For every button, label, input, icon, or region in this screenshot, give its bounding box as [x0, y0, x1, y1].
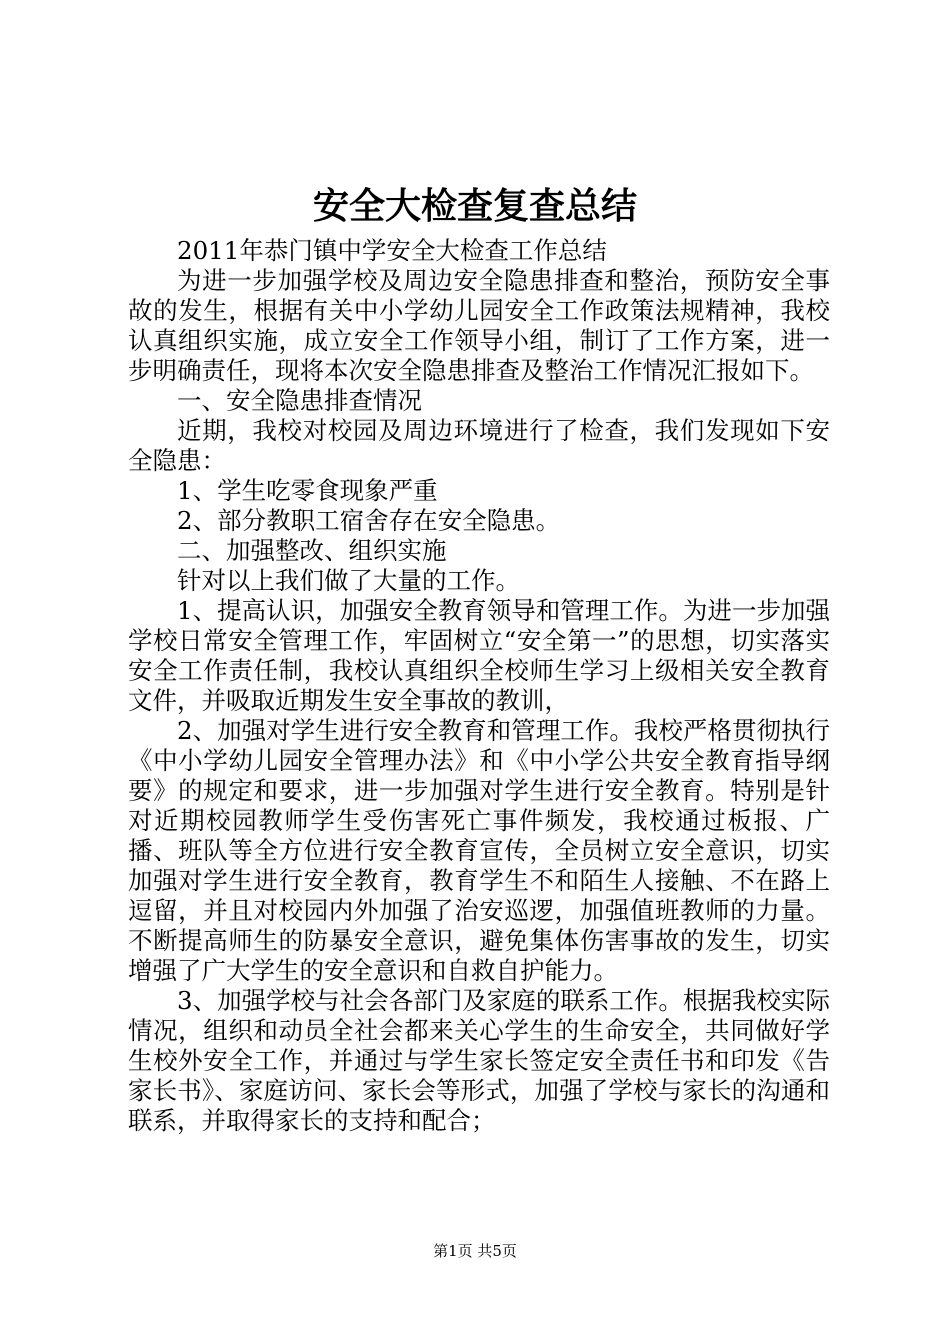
body-paragraph: 近期，我校对校园及周边环境进行了检查，我们发现如下安全隐患： [128, 416, 830, 475]
page-footer: 第1页 共5页 [433, 1242, 517, 1260]
subtitle-paragraph: 2011年恭门镇中学安全大检查工作总结 [177, 236, 607, 265]
numbered-paragraph: 3、加强学校与社会各部门及家庭的联系工作。根据我校实际情况，组织和动员全社会都来关心学生的生命安全，共同做好学生校外安全工作，并通过与学生家长签定安全责任书和印发《告家长书》、家庭访问、家长会等形式，加强了学校与家长的沟通和联系，并取得家长的支持和配合； [128, 986, 830, 1135]
section-heading-1: 一、安全隐患排查情况 [177, 386, 422, 415]
body-paragraph: 针对以上我们做了大量的工作。 [177, 566, 520, 595]
list-item: 1、学生吃零食现象严重 [177, 476, 438, 505]
list-item: 2、部分教职工宿舍存在安全隐患。 [177, 506, 561, 535]
numbered-paragraph: 1、提高认识，加强安全教育领导和管理工作。为进一步加强学校日常安全管理工作，牢固树立“安全第一”的思想，切实落实安全工作责任制，我校认真组织全校师生学习上级相关安全教育文件，并吸取近期发生安全事故的教训， [128, 596, 830, 715]
numbered-paragraph: 2、加强对学生进行安全教育和管理工作。我校严格贯彻执行《中小学幼儿园安全管理办法》和《中小学公共安全教育指导纲要》的规定和要求，进一步加强对学生进行安全教育。特别是针对近期校园教师学生受伤害死亡事件频发，我校通过板报、广播、班队等全方位进行安全教育宣传，全员树立安全意识，切实加强对学生进行安全教育，教育学生不和陌生人接触、不在路上逗留，并且对校园内外加强了治安巡逻，加强值班教师的力量。不断提高师生的防暴安全意识，避免集体伤害事故的发生，切实增强了广大学生的安全意识和自救自护能力。 [128, 716, 830, 985]
intro-paragraph: 为进一步加强学校及周边安全隐患排查和整治，预防安全事故的发生，根据有关中小学幼儿园安全工作政策法规精神，我校认真组织实施，成立安全工作领导小组，制订了工作方案，进一步明确责任，现将本次安全隐患排查及整治工作情况汇报如下。 [128, 266, 830, 385]
section-heading-2: 二、加强整改、组织实施 [177, 536, 447, 565]
document-body [128, 236, 830, 1136]
document-title: 安全大检查复查总结 [312, 185, 637, 227]
